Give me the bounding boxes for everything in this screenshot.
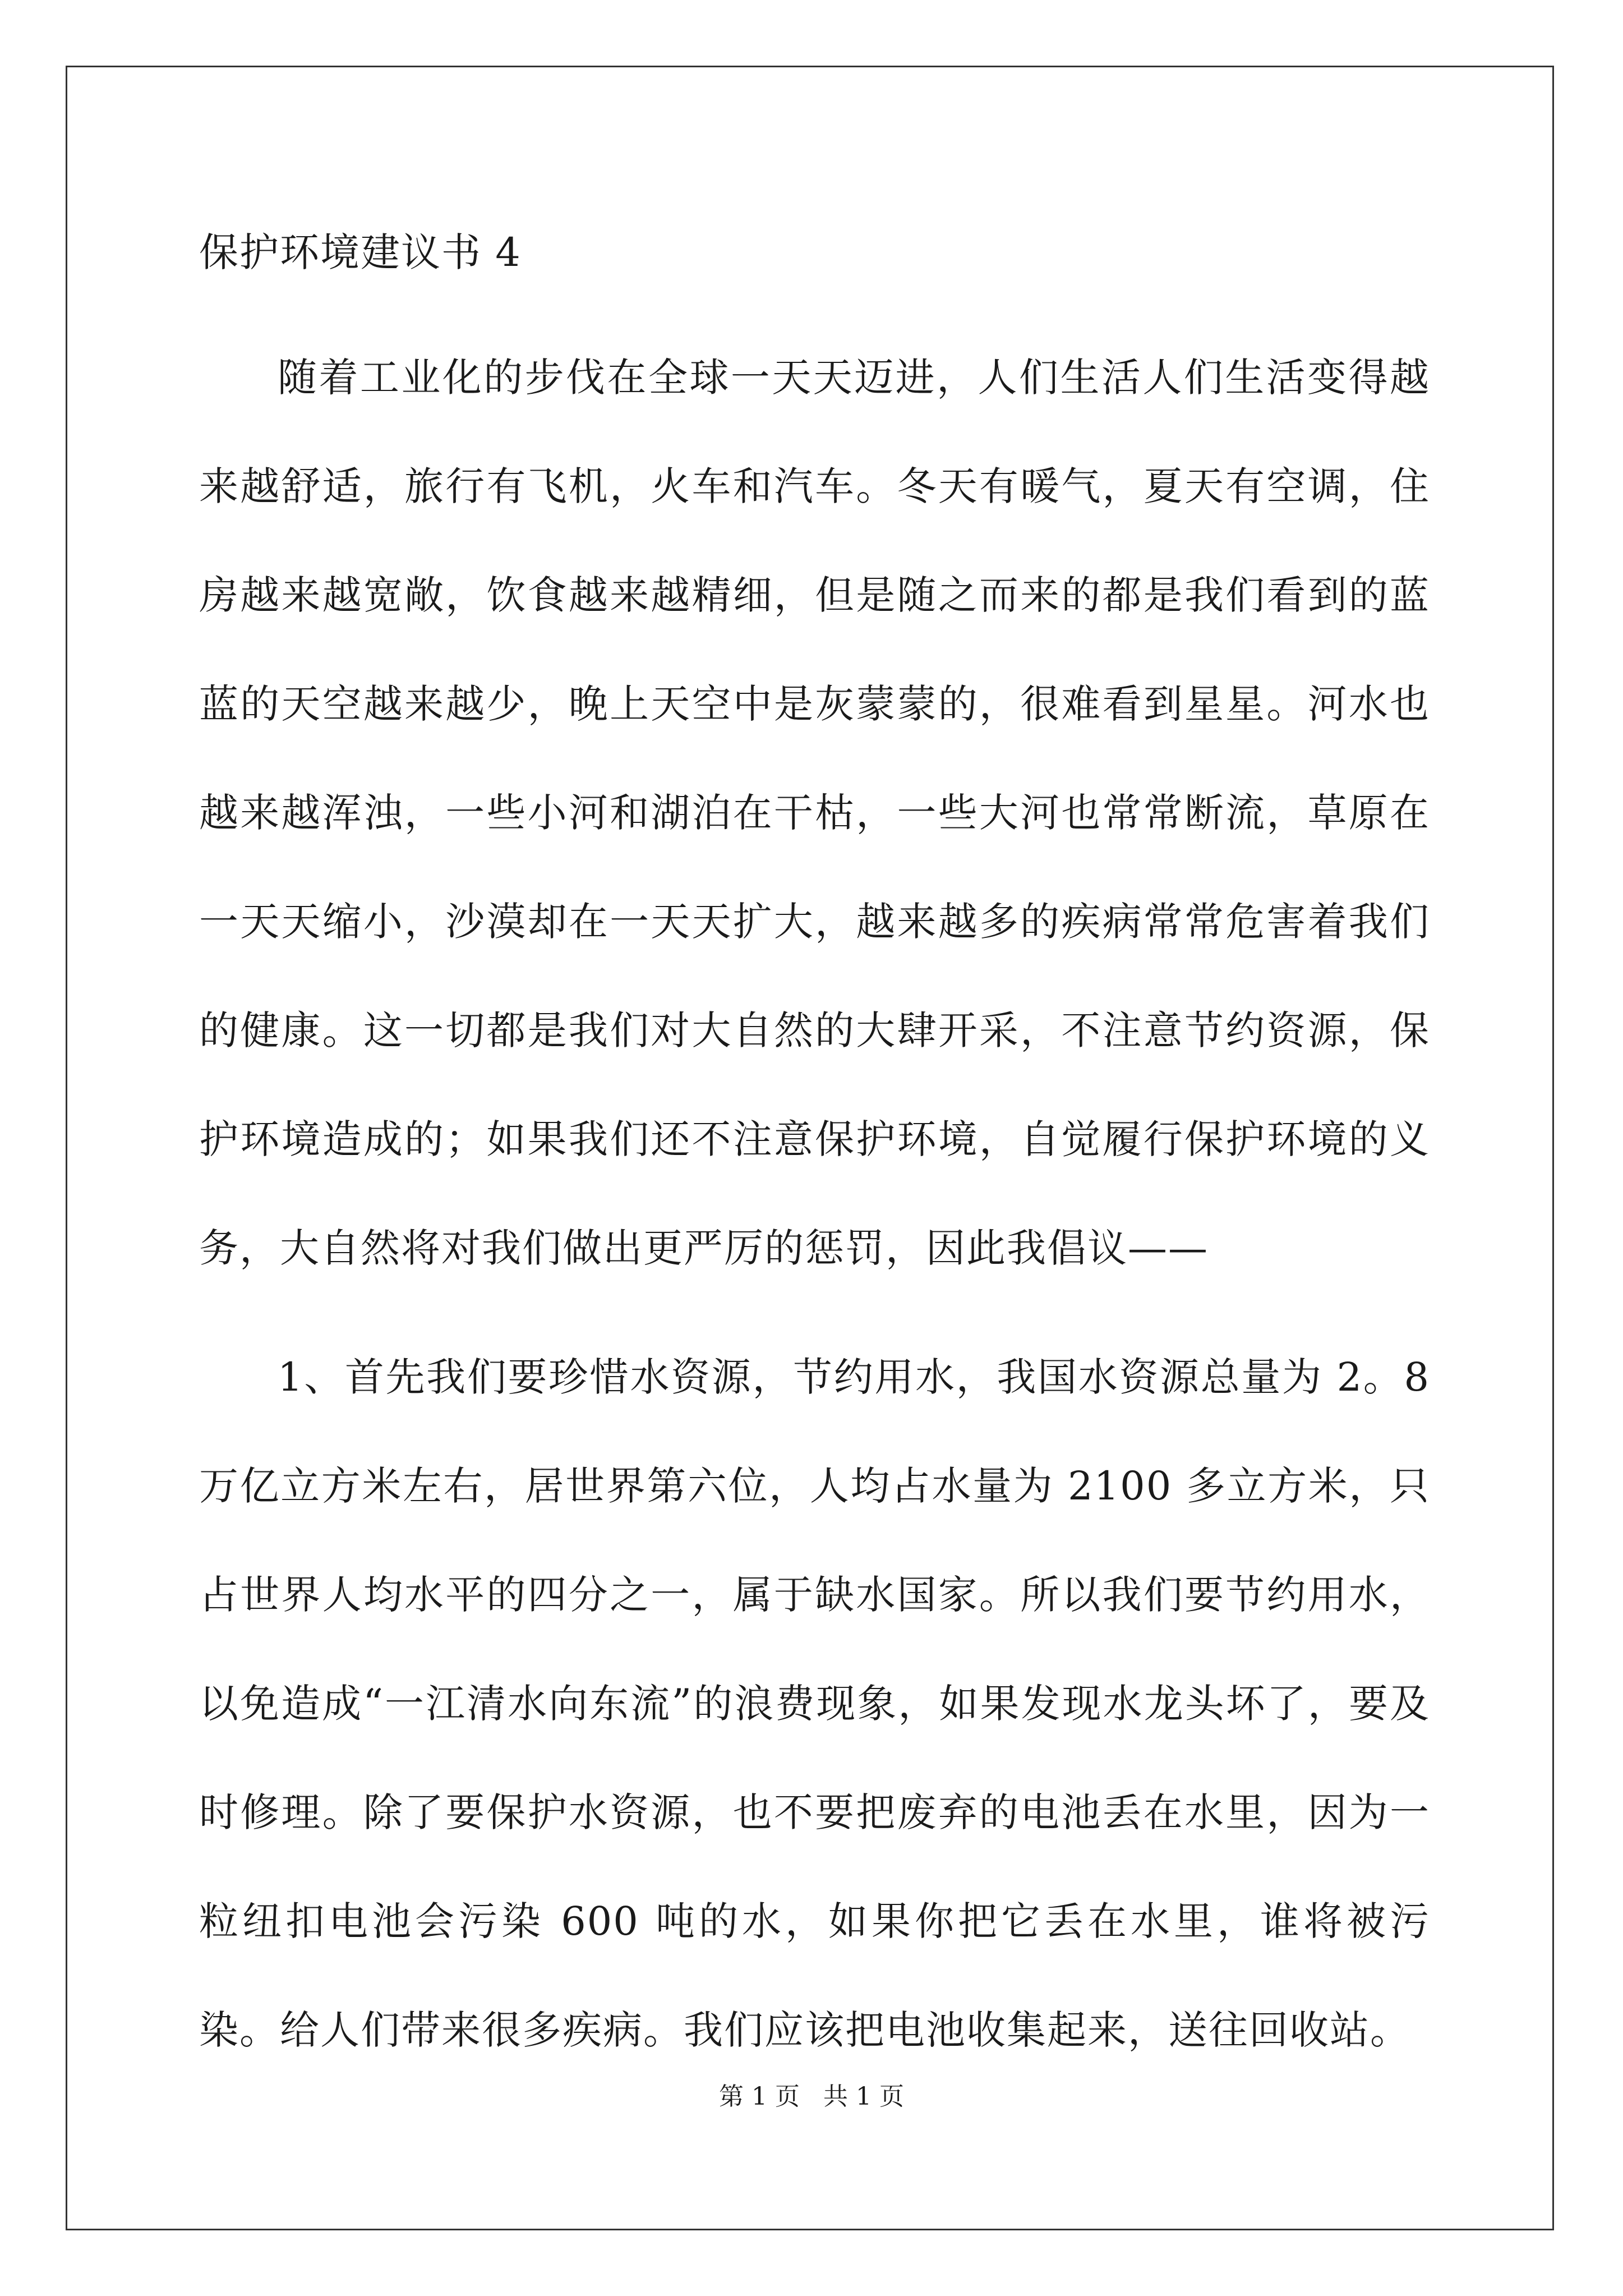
page-number-footer: 第 1 页 共 1 页: [719, 2082, 904, 2111]
paragraph-intro: 随着工业化的步伐在全球一天天迈进，人们生活人们生活变得越来越舒适，旅行有飞机，火车和汽车。冬天有暖气，夏天有空调，住房越来越宽敞，饮食越来越精细，但是随之而来的都是我们看到的蓝蓝的天空越来越少，晚上天空中是灰蒙蒙的，很难看到星星。河水也越来越浑浊，一些小河和湖泊在干枯，一些大河也常常断流，草原在一天天缩小，沙漠却在一天天扩大，越来越多的疾病常常危害着我们的健康。这一切都是我们对大自然的大肆开采，不注意节约资源，保护环境造成的；如果我们还不注意保护环境，自觉履行保护环境的义务，大自然将对我们做出更严厉的惩罚，因此我倡议——: [199, 355, 1430, 1271]
paragraph-item-1: 1、首先我们要珍惜水资源，节约用水，我国水资源总量为 2。8 万亿立方米左右，居世界第六位，人均占水量为 2100 多立方米，只占世界人均水平的四分之一，属于缺水国家。所以我们要节约用水，以免造成“一江清水向东流”的浪费现象，如果发现水龙头坏了，要及时修理。除了要保护水资源，也不要把废弃的电池丢在水里，因为一粒纽扣电池会污染 600 吨的水，如果你把它丢在水里，谁将被污染。给人们带来很多疾病。我们应该把电池收集起来，送往回收站。: [199, 1354, 1430, 2053]
document-title: 保护环境建议书 4: [199, 229, 522, 275]
document-body: [199, 213, 1430, 2085]
